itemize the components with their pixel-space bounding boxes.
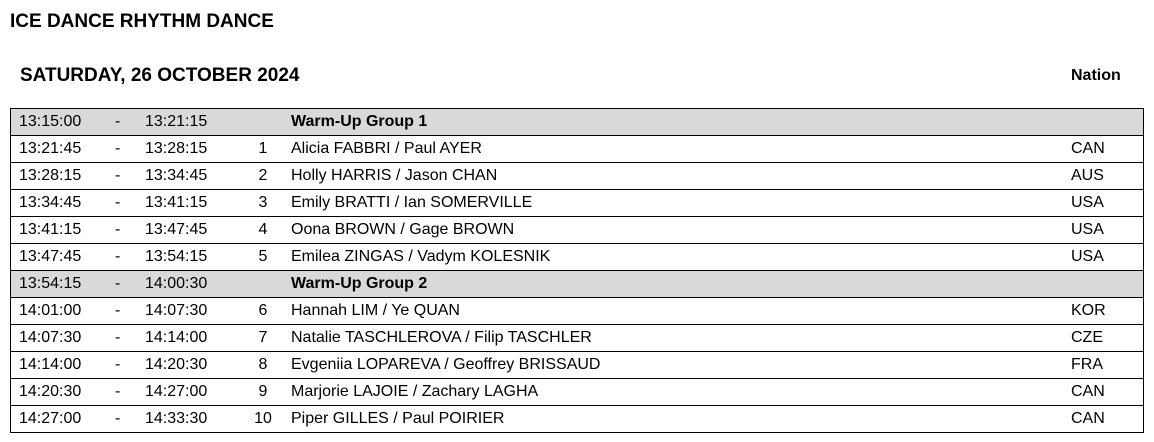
start-number: 10 xyxy=(235,406,291,433)
start-time: 14:27:00 xyxy=(11,406,116,433)
start-number: 4 xyxy=(235,217,291,244)
start-time: 14:01:00 xyxy=(11,298,116,325)
start-time: 13:15:00 xyxy=(11,109,116,136)
schedule-table-body xyxy=(11,109,1144,433)
competitor-row xyxy=(11,244,1144,271)
couple-name: Natalie TASCHLEROVA / Filip TASCHLER xyxy=(291,325,1071,352)
nation-code: USA xyxy=(1071,217,1144,244)
start-time: 14:14:00 xyxy=(11,352,116,379)
competitor-row xyxy=(11,379,1144,406)
nation-code xyxy=(1071,109,1144,136)
time-separator: - xyxy=(115,379,145,406)
start-number xyxy=(235,271,291,298)
start-number: 2 xyxy=(235,163,291,190)
start-time: 13:41:15 xyxy=(11,217,116,244)
time-separator: - xyxy=(115,244,145,271)
couple-name: Oona BROWN / Gage BROWN xyxy=(291,217,1071,244)
schedule-table xyxy=(10,108,1144,433)
nation-code: KOR xyxy=(1071,298,1144,325)
nation-code: FRA xyxy=(1071,352,1144,379)
end-time: 14:20:30 xyxy=(145,352,235,379)
end-time: 13:47:45 xyxy=(145,217,235,244)
nation-code: AUS xyxy=(1071,163,1144,190)
event-title: ICE DANCE RHYTHM DANCE xyxy=(10,11,274,32)
start-time: 14:07:30 xyxy=(11,325,116,352)
time-separator: - xyxy=(115,190,145,217)
competitor-row xyxy=(11,406,1144,433)
start-number xyxy=(235,109,291,136)
start-time: 13:21:45 xyxy=(11,136,116,163)
competitor-row xyxy=(11,325,1144,352)
start-time: 13:47:45 xyxy=(11,244,116,271)
time-separator: - xyxy=(115,352,145,379)
couple-name: Emily BRATTI / Ian SOMERVILLE xyxy=(291,190,1071,217)
competitor-row xyxy=(11,163,1144,190)
start-number: 5 xyxy=(235,244,291,271)
time-separator: - xyxy=(115,406,145,433)
time-separator: - xyxy=(115,109,145,136)
start-time: 13:28:15 xyxy=(11,163,116,190)
time-separator: - xyxy=(115,298,145,325)
warm-up-group-row xyxy=(11,271,1144,298)
couple-name: Marjorie LAJOIE / Zachary LAGHA xyxy=(291,379,1071,406)
start-time: 14:20:30 xyxy=(11,379,116,406)
couple-name: Holly HARRIS / Jason CHAN xyxy=(291,163,1071,190)
couple-name: Alicia FABBRI / Paul AYER xyxy=(291,136,1071,163)
start-number: 6 xyxy=(235,298,291,325)
time-separator: - xyxy=(115,217,145,244)
start-time: 13:54:15 xyxy=(11,271,116,298)
competitor-row xyxy=(11,298,1144,325)
nation-code: CAN xyxy=(1071,379,1144,406)
couple-name: Piper GILLES / Paul POIRIER xyxy=(291,406,1071,433)
time-separator: - xyxy=(115,325,145,352)
nation-code: CAN xyxy=(1071,406,1144,433)
nation-code: CZE xyxy=(1071,325,1144,352)
end-time: 14:07:30 xyxy=(145,298,235,325)
start-number: 7 xyxy=(235,325,291,352)
start-number: 1 xyxy=(235,136,291,163)
couple-name: Emilea ZINGAS / Vadym KOLESNIK xyxy=(291,244,1071,271)
warm-up-group-row xyxy=(11,109,1144,136)
competitor-row xyxy=(11,217,1144,244)
warm-up-group-label: Warm-Up Group 1 xyxy=(291,109,1071,136)
date-heading: SATURDAY, 26 OCTOBER 2024 xyxy=(20,65,300,86)
start-time: 13:34:45 xyxy=(11,190,116,217)
end-time: 14:00:30 xyxy=(145,271,235,298)
end-time: 14:33:30 xyxy=(145,406,235,433)
competitor-row xyxy=(11,352,1144,379)
end-time: 13:21:15 xyxy=(145,109,235,136)
nation-column-header: Nation xyxy=(1071,67,1121,84)
start-number: 3 xyxy=(235,190,291,217)
end-time: 13:28:15 xyxy=(145,136,235,163)
start-number: 8 xyxy=(235,352,291,379)
nation-code xyxy=(1071,271,1144,298)
end-time: 14:14:00 xyxy=(145,325,235,352)
end-time: 13:41:15 xyxy=(145,190,235,217)
nation-code: CAN xyxy=(1071,136,1144,163)
end-time: 13:54:15 xyxy=(145,244,235,271)
end-time: 13:34:45 xyxy=(145,163,235,190)
end-time: 14:27:00 xyxy=(145,379,235,406)
nation-code: USA xyxy=(1071,244,1144,271)
competitor-row xyxy=(11,190,1144,217)
time-separator: - xyxy=(115,271,145,298)
couple-name: Evgeniia LOPAREVA / Geoffrey BRISSAUD xyxy=(291,352,1071,379)
couple-name: Hannah LIM / Ye QUAN xyxy=(291,298,1071,325)
competitor-row xyxy=(11,136,1144,163)
time-separator: - xyxy=(115,136,145,163)
start-number: 9 xyxy=(235,379,291,406)
warm-up-group-label: Warm-Up Group 2 xyxy=(291,271,1071,298)
time-separator: - xyxy=(115,163,145,190)
nation-code: USA xyxy=(1071,190,1144,217)
